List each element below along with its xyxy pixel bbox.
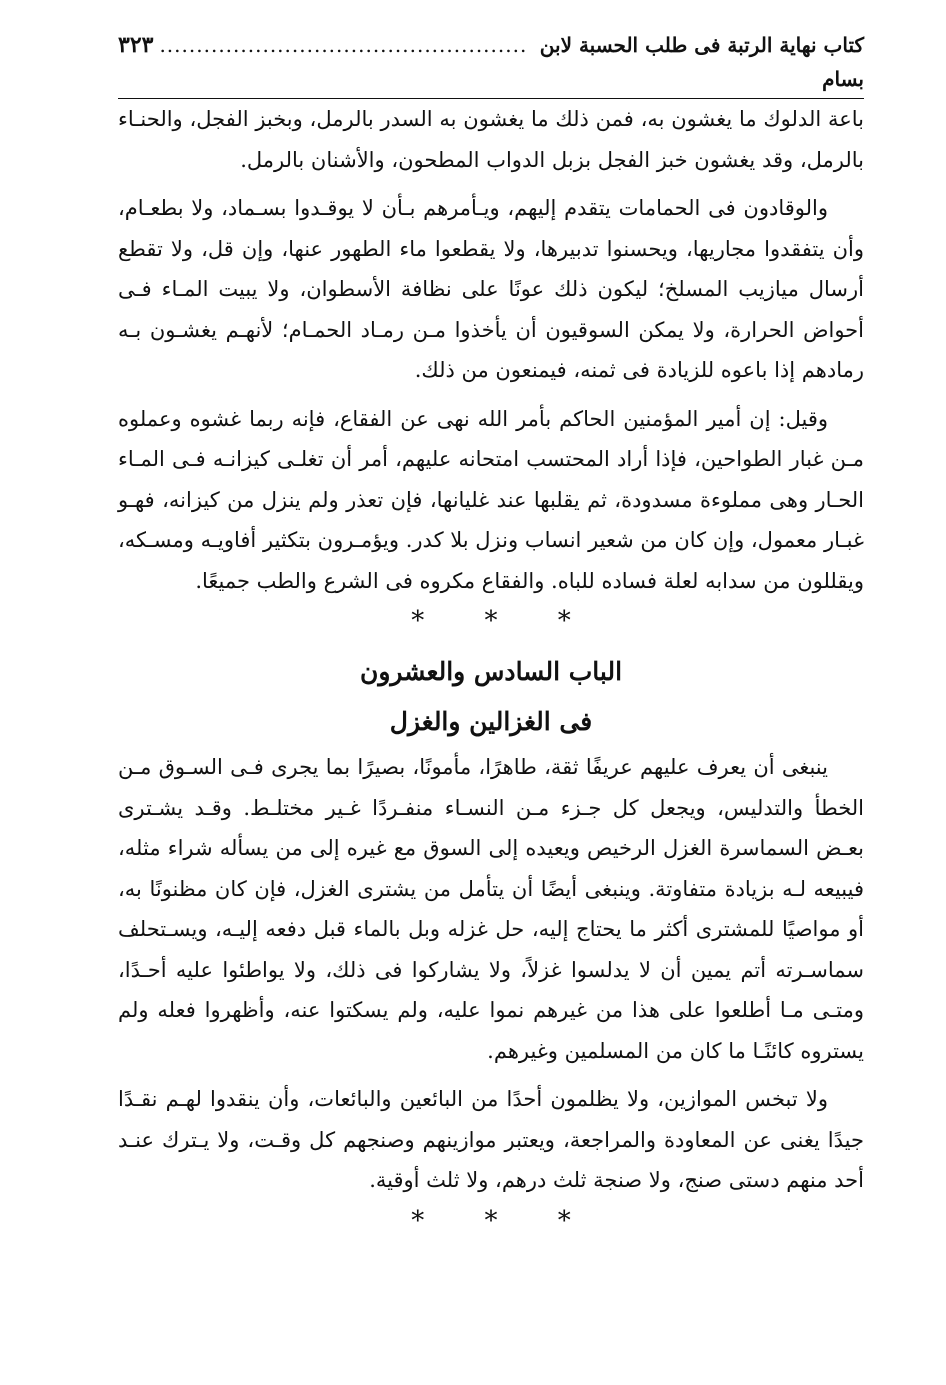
page-number: ٣٢٣: [118, 32, 154, 58]
book-title: كتاب نهاية الرتبة فى طلب الحسبة لابن بسام: [539, 33, 864, 91]
chapter-title: الباب السادس والعشرون: [359, 657, 623, 686]
paragraph-henna-adulteration: باعة الدلوك ما يغشون به، فمن ذلك ما يغشون به السدر بالرمل، وبخبز الفجل، والحنـاء بالرمل، وقد يغشون خبز الفجل بزبل الدواب المطحون، والأشنان بالرمل.: [118, 107, 864, 172]
section-separator: * * *: [411, 606, 597, 636]
paragraph-bath-stokers: والوقادون فى الحمامات يتقدم إليهم، ويـأمرهم بـأن لا يوقـدوا بسـماد، ولا بطعـام، وأن يتفقدوا مجاريها، ويحسنوا تدبيرها، ولا يقطعوا ماء الطهور عنها، وإن قل، ولا تقطع أرسال ميازيب المسلخ؛ ليكون ذلك عونًا على نظافة الأسطوان، ولا يبيت المـاء فـى أحواض الحرارة، ولا يمكن السوقيون أن يأخذوا مـن رمـاد الحمـام؛ لأنهـم يغشـون بـه رمادهم إذا باعوه للزيادة فى ثمنه، فيمنعون من ذلك.: [118, 196, 864, 382]
running-header: [118, 28, 864, 99]
paragraph-yarn-sellers: ينبغى أن يعرف عليهم عريفًا ثقة، طاهرًا، مأمونًا، بصيرًا بما يجرى فـى السـوق مـن الخطأ والتدليس، ويجعل كل جـزء مـن النسـاء منفـردًا غـير مختلـط. وقـد يشـترى بعـض السماسرة الغزل الرخيص ويعيده إلى السوق مع غيره إلى من يسأله شراء مثله، فيبيعه لـه بزيادة متفاوتة. وينبغى أيضًا أن يتأمل من يشترى الغزل، فإن كان مظنونًا به، أو مواصيًا للمشترى أكثر ما يحتاج إليه، حل غزله وبل بالماء قبل دفعه إليـه، ويسـتحلف سماسـرته أتم يمين أن لا يدلسوا غزلاً، ولا يشاركوا فى ذلك، ولا يواطئوا عليه أحـدًا، ومتـى مـا أطلعوا على هذا من غيرهم نموا عليه، ولم يسكتوا عنه، وأظهروا فعله ولم يستروه كائنًـا ما كان من المسلمين وغيرهم.: [118, 755, 864, 1063]
paragraph-scales: ولا تبخس الموازين، ولا يظلمون أحدًا من البائعين والبائعات، وأن ينقدوا لهـم نقـدًا جيدًا يغنى عن المعاودة والمراجعة، ويعتبر موازينهم وصنجهم كل وقـت، ولا يـترك عنـد أحد منهم دستى صنج، ولا صنجة ثلث درهم، ولا ثلث أوقية.: [118, 1087, 864, 1192]
paragraph-fuqqa: وقيل: إن أمير المؤمنين الحاكم بأمر الله نهى عن الفقاع، فإنه ربما غشوه وعملوه مـن غبار الطواحين، فإذا أراد المحتسب امتحانه عليهم، أمر أن تغلـى كيزانـه فـى المـاء الحـار وهى مملوءة مسدودة، ثم يقلبها عند غليانها، فإن تعذر ولم ينزل من كيزانه، فهـو غبـار معمول، وإن كان من شعير انساب ونزل بلا كدر. ويؤمـرون بتكثير أفاويـه ومسـكه، ويقللون من سدابه لعلة فساده للباه. والفقاع مكروه فى الشرع والطب جميعًا.: [118, 406, 864, 593]
section-separator-end: * * *: [411, 1205, 597, 1236]
leader-dots: ..................................................: [159, 33, 528, 57]
chapter-subtitle: فى الغزالين والغزل: [389, 707, 593, 736]
